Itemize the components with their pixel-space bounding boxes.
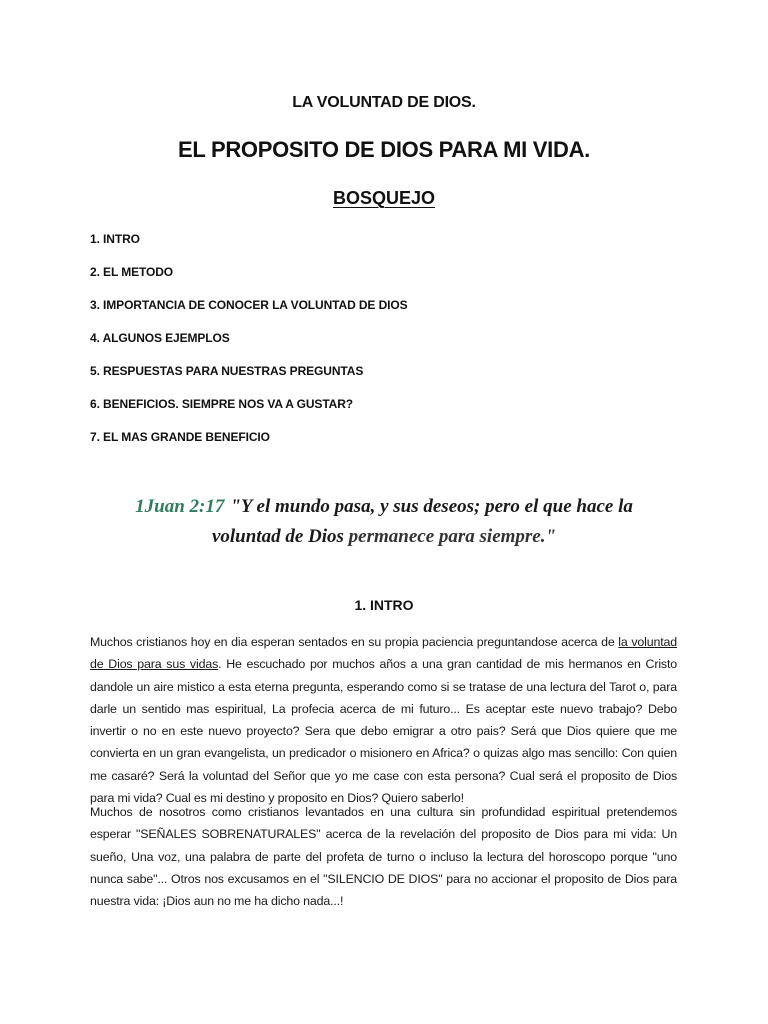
outline-item: 4. ALGUNOS EJEMPLOS — [90, 331, 230, 345]
outline-item: 2. EL METODO — [90, 265, 174, 279]
outline-item: 1. INTRO — [90, 232, 140, 246]
section-heading-intro: 1. INTRO — [354, 597, 414, 613]
bible-verse — [0, 492, 768, 552]
outline-item: 3. IMPORTANCIA DE CONOCER LA VOLUNTAD DE DIOS — [90, 298, 408, 312]
verse-text-part2: voluntad de Dios — [211, 526, 344, 547]
document-title-line2: EL PROPOSITO DE DIOS PARA MI VIDA. — [178, 137, 590, 162]
paragraph1-text-end: . He escuchado por muchos años a una gran cantidad de mis hermanos en Cristo dandole un aire mistico a esta eterna pregunta, esperando como si se tratase de una lectura del Tarot o, para darle un sentido mas espiritual, La profecia acerca de mi futuro... Es aceptar este nuevo trabajo? Debo invertir o no en este nuevo proyecto? Sera que debo emigrar a otro pais? Será que Dios quiere que me convierta en un gran evangelista, un predicador o misionero en Africa? o quizas algo mas sencillo: Con quien me casaré? Será la voluntad del Señor que yo me case con esta persona? Cual será el proposito de Dios para mi vida? Cual es mi destino y proposito en Dios? Quiero saberlo! — [90, 657, 677, 806]
intro-paragraph-2: Muchos de nosotros como cristianos levantados en una cultura sin profundidad espiritual pretendemos esperar "SEÑALES SOBRENATURALES" acerca de la revelación del proposito de Dios para mi vida: Un sueño, Una voz, una palabra de parte del profeta de turno o incluso la lectura del horoscopo porque "uno nunca sabe"... Otros nos excusamos en el "SILENCIO DE DIOS" para no accionar el proposito de Dios para nuestra vida: ¡Dios aun no me ha dicho nada...! — [90, 805, 677, 909]
outline-item: 6. BENEFICIOS. SIEMPRE NOS VA A GUSTAR? — [90, 397, 354, 411]
paragraph1-underlined-phrase: la voluntad de Dios para sus vidas — [90, 635, 677, 672]
outline-list — [90, 230, 408, 461]
outline-heading-text: BOSQUEJO — [332, 188, 436, 208]
verse-text-part3: permanece para siempre." — [343, 526, 557, 547]
outline-heading — [0, 188, 768, 209]
outline-item: 7. EL MAS GRANDE BENEFICIO — [90, 430, 270, 444]
paragraph1-text-start: Muchos cristianos hoy en dia esperan sentados en su propia paciencia preguntandose acerca de — [90, 635, 619, 649]
outline-item: 5. RESPUESTAS PARA NUESTRAS PREGUNTAS — [90, 364, 364, 378]
document-title-line1: LA VOLUNTAD DE DIOS. — [292, 94, 476, 111]
verse-reference: 1Juan 2:17 — [135, 496, 225, 517]
verse-text-part1: "Y el mundo pasa, y sus deseos; pero el que hace la — [230, 496, 633, 517]
intro-paragraph-1 — [90, 631, 677, 809]
